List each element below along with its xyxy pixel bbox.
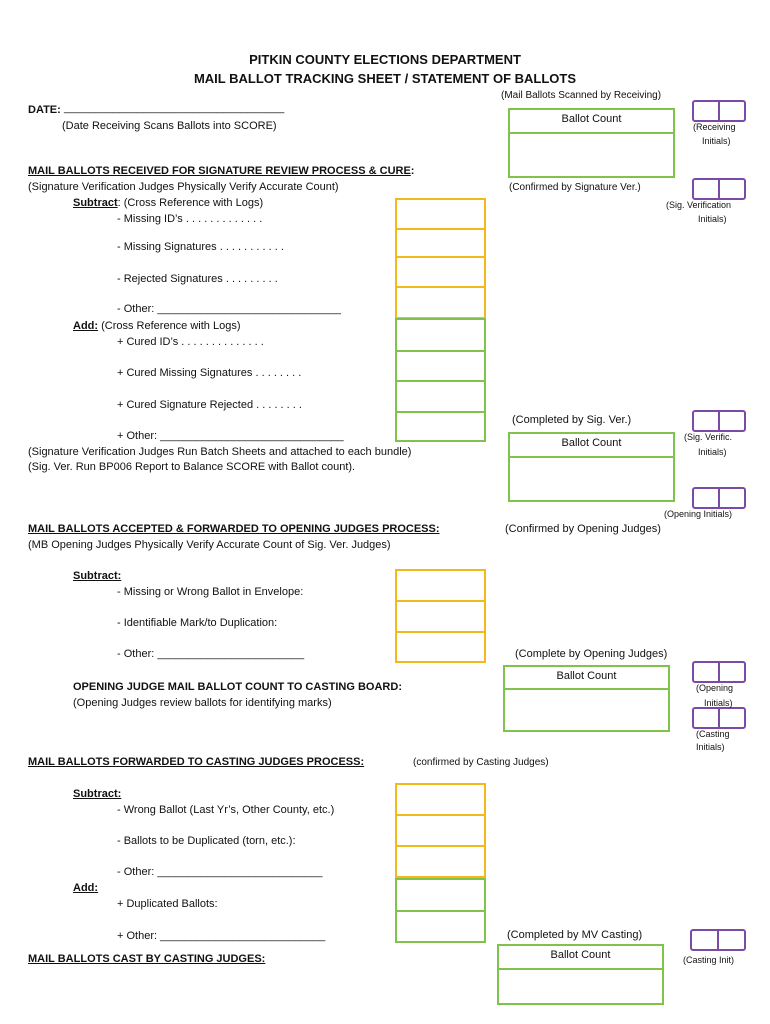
sig-verific-initials-box[interactable] xyxy=(692,410,746,432)
sub-item: - Identifiable Mark/to Duplication: xyxy=(117,617,278,629)
ballot-count-box-casting[interactable] xyxy=(497,944,664,1005)
missing-signatures-count-box[interactable] xyxy=(395,228,486,258)
duplicated-ballots-count-box[interactable] xyxy=(395,878,486,912)
subtract-line: Subtract: (Cross Reference with Logs) xyxy=(73,197,264,209)
sub-item: - Wrong Ballot (Last Yr’s, Other County, etc.) xyxy=(117,804,335,816)
other-opening-count-box[interactable] xyxy=(395,631,486,663)
other-add-count-box[interactable] xyxy=(395,411,486,442)
casting-final-initials-box[interactable] xyxy=(690,929,746,951)
ballot-count-label: Ballot Count xyxy=(550,949,611,961)
section-signature-heading: MAIL BALLOTS RECEIVED FOR SIGNATURE REVIEW PROCESS & CURE: xyxy=(28,165,415,177)
add-item: + Cured Signature Rejected . . . . . . . . xyxy=(117,399,302,411)
complete-opening-caption: (Complete by Opening Judges) xyxy=(515,648,668,660)
add-item: + Cured ID’s . . . . . . . . . . . . . . xyxy=(117,336,264,348)
sub-item: - Other: ___________________________ xyxy=(117,866,323,878)
subtract-label: Subtract: xyxy=(73,788,122,800)
wrong-ballot-envelope-count-box[interactable] xyxy=(395,569,486,602)
sub-item: - Missing or Wrong Ballot in Envelope: xyxy=(117,586,304,598)
confirmed-sig-caption: (Confirmed by Signature Ver.) xyxy=(509,182,641,193)
missing-ids-count-box[interactable] xyxy=(395,198,486,230)
wrong-ballot-count-box[interactable] xyxy=(395,783,486,816)
sig-ver-initials-label: (Sig. Verification xyxy=(666,200,732,210)
sub-item: - Other: ________________________ xyxy=(117,648,305,660)
sub-item: - Other: ______________________________ xyxy=(117,303,341,315)
divider xyxy=(510,132,673,134)
cured-ids-count-box[interactable] xyxy=(395,318,486,352)
receiving-initials-box[interactable] xyxy=(692,100,746,122)
add-label: Add: xyxy=(73,882,99,894)
ballots-duplicated-count-box[interactable] xyxy=(395,814,486,847)
date-line[interactable]: ____________________________________ xyxy=(64,102,285,114)
ballot-count-label: Ballot Count xyxy=(561,113,622,125)
date-label: DATE: xyxy=(28,104,61,116)
divider xyxy=(499,968,662,970)
divider xyxy=(505,688,668,690)
add-item: + Other: ___________________________ xyxy=(117,930,326,942)
ballot-count-box-opening[interactable] xyxy=(503,665,670,732)
sub-item: - Missing ID’s . . . . . . . . . . . . . xyxy=(117,213,263,225)
add-item: + Cured Missing Signatures . . . . . . . . xyxy=(117,367,302,379)
cured-signature-rejected-count-box[interactable] xyxy=(395,380,486,413)
report-note: (Sig. Ver. Run BP006 Report to Balance SCORE with Ballot count). xyxy=(28,461,356,473)
confirmed-casting-caption: (confirmed by Casting Judges) xyxy=(413,757,549,768)
cured-missing-signatures-count-box[interactable] xyxy=(395,350,486,382)
divider xyxy=(510,456,673,458)
sig-ver-initials-box[interactable] xyxy=(692,178,746,200)
other-subtract-count-box[interactable] xyxy=(395,286,486,319)
section-opening-heading: MAIL BALLOTS ACCEPTED & FORWARDED TO OPENING JUDGES PROCESS: xyxy=(28,523,440,535)
opening-count-heading: OPENING JUDGE MAIL BALLOT COUNT TO CASTING BOARD: xyxy=(73,681,402,693)
section-signature-note: (Signature Verification Judges Physically Verify Accurate Count) xyxy=(28,181,339,193)
batch-note: (Signature Verification Judges Run Batch Sheets and attached to each bundle) xyxy=(28,446,412,458)
completed-casting-caption: (Completed by MV Casting) xyxy=(507,929,643,941)
opening-judge-initials-box[interactable] xyxy=(692,661,746,683)
final-heading: MAIL BALLOTS CAST BY CASTING JUDGES: xyxy=(28,953,266,965)
sub-item: - Rejected Signatures . . . . . . . . . xyxy=(117,273,278,285)
sig-ver-initials-label-2: Initials) xyxy=(698,214,727,224)
casting-final-initials-label: (Casting Init) xyxy=(683,955,735,965)
identifiable-mark-count-box[interactable] xyxy=(395,600,486,633)
department-title: PITKIN COUNTY ELECTIONS DEPARTMENT xyxy=(249,52,521,67)
scanned-caption: (Mail Ballots Scanned by Receiving) xyxy=(501,90,662,101)
opening-judge-initials-label: (Opening xyxy=(696,683,734,693)
sig-verific-initials-label: (Sig. Verific. xyxy=(684,432,733,442)
opening-initials-box[interactable] xyxy=(692,487,746,509)
add-item: + Duplicated Ballots: xyxy=(117,898,218,910)
completed-sig-caption: (Completed by Sig. Ver.) xyxy=(512,414,632,426)
casting-initials-label: (Casting xyxy=(696,729,730,739)
ballot-count-label: Ballot Count xyxy=(556,670,617,682)
sig-verific-initials-label-2: Initials) xyxy=(698,447,727,457)
add-item: + Other: ______________________________ xyxy=(117,430,344,442)
receiving-initials-label: (Receiving xyxy=(693,122,736,132)
page-title: MAIL BALLOT TRACKING SHEET / STATEMENT OF BALLOTS xyxy=(193,71,577,86)
receiving-initials-label-2: Initials) xyxy=(702,136,731,146)
sub-item: - Ballots to be Duplicated (torn, etc.): xyxy=(117,835,296,847)
confirmed-opening-caption: (Confirmed by Opening Judges) xyxy=(505,523,661,535)
sub-item: - Missing Signatures . . . . . . . . . . . xyxy=(117,241,284,253)
other-add-casting-count-box[interactable] xyxy=(395,910,486,943)
ballot-count-box-sig-ver[interactable] xyxy=(508,432,675,502)
ballot-count-label: Ballot Count xyxy=(561,437,622,449)
subtract-label: Subtract: xyxy=(73,570,122,582)
casting-initials-box[interactable] xyxy=(692,707,746,729)
add-line: Add: (Cross Reference with Logs) xyxy=(73,320,241,332)
ballot-count-box-receiving[interactable] xyxy=(508,108,675,178)
opening-count-note: (Opening Judges review ballots for identifying marks) xyxy=(73,697,332,709)
section-opening-note: (MB Opening Judges Physically Verify Accurate Count of Sig. Ver. Judges) xyxy=(28,539,391,551)
other-casting-count-box[interactable] xyxy=(395,845,486,878)
section-casting-heading: MAIL BALLOTS FORWARDED TO CASTING JUDGES PROCESS: xyxy=(28,756,365,768)
opening-initials-label: (Opening Initials) xyxy=(664,509,733,519)
date-note: (Date Receiving Scans Ballots into SCORE) xyxy=(62,120,277,132)
opening-judge-initials-label-2: Initials) xyxy=(704,698,733,708)
casting-initials-label-2: Initials) xyxy=(696,742,725,752)
rejected-signatures-count-box[interactable] xyxy=(395,256,486,288)
